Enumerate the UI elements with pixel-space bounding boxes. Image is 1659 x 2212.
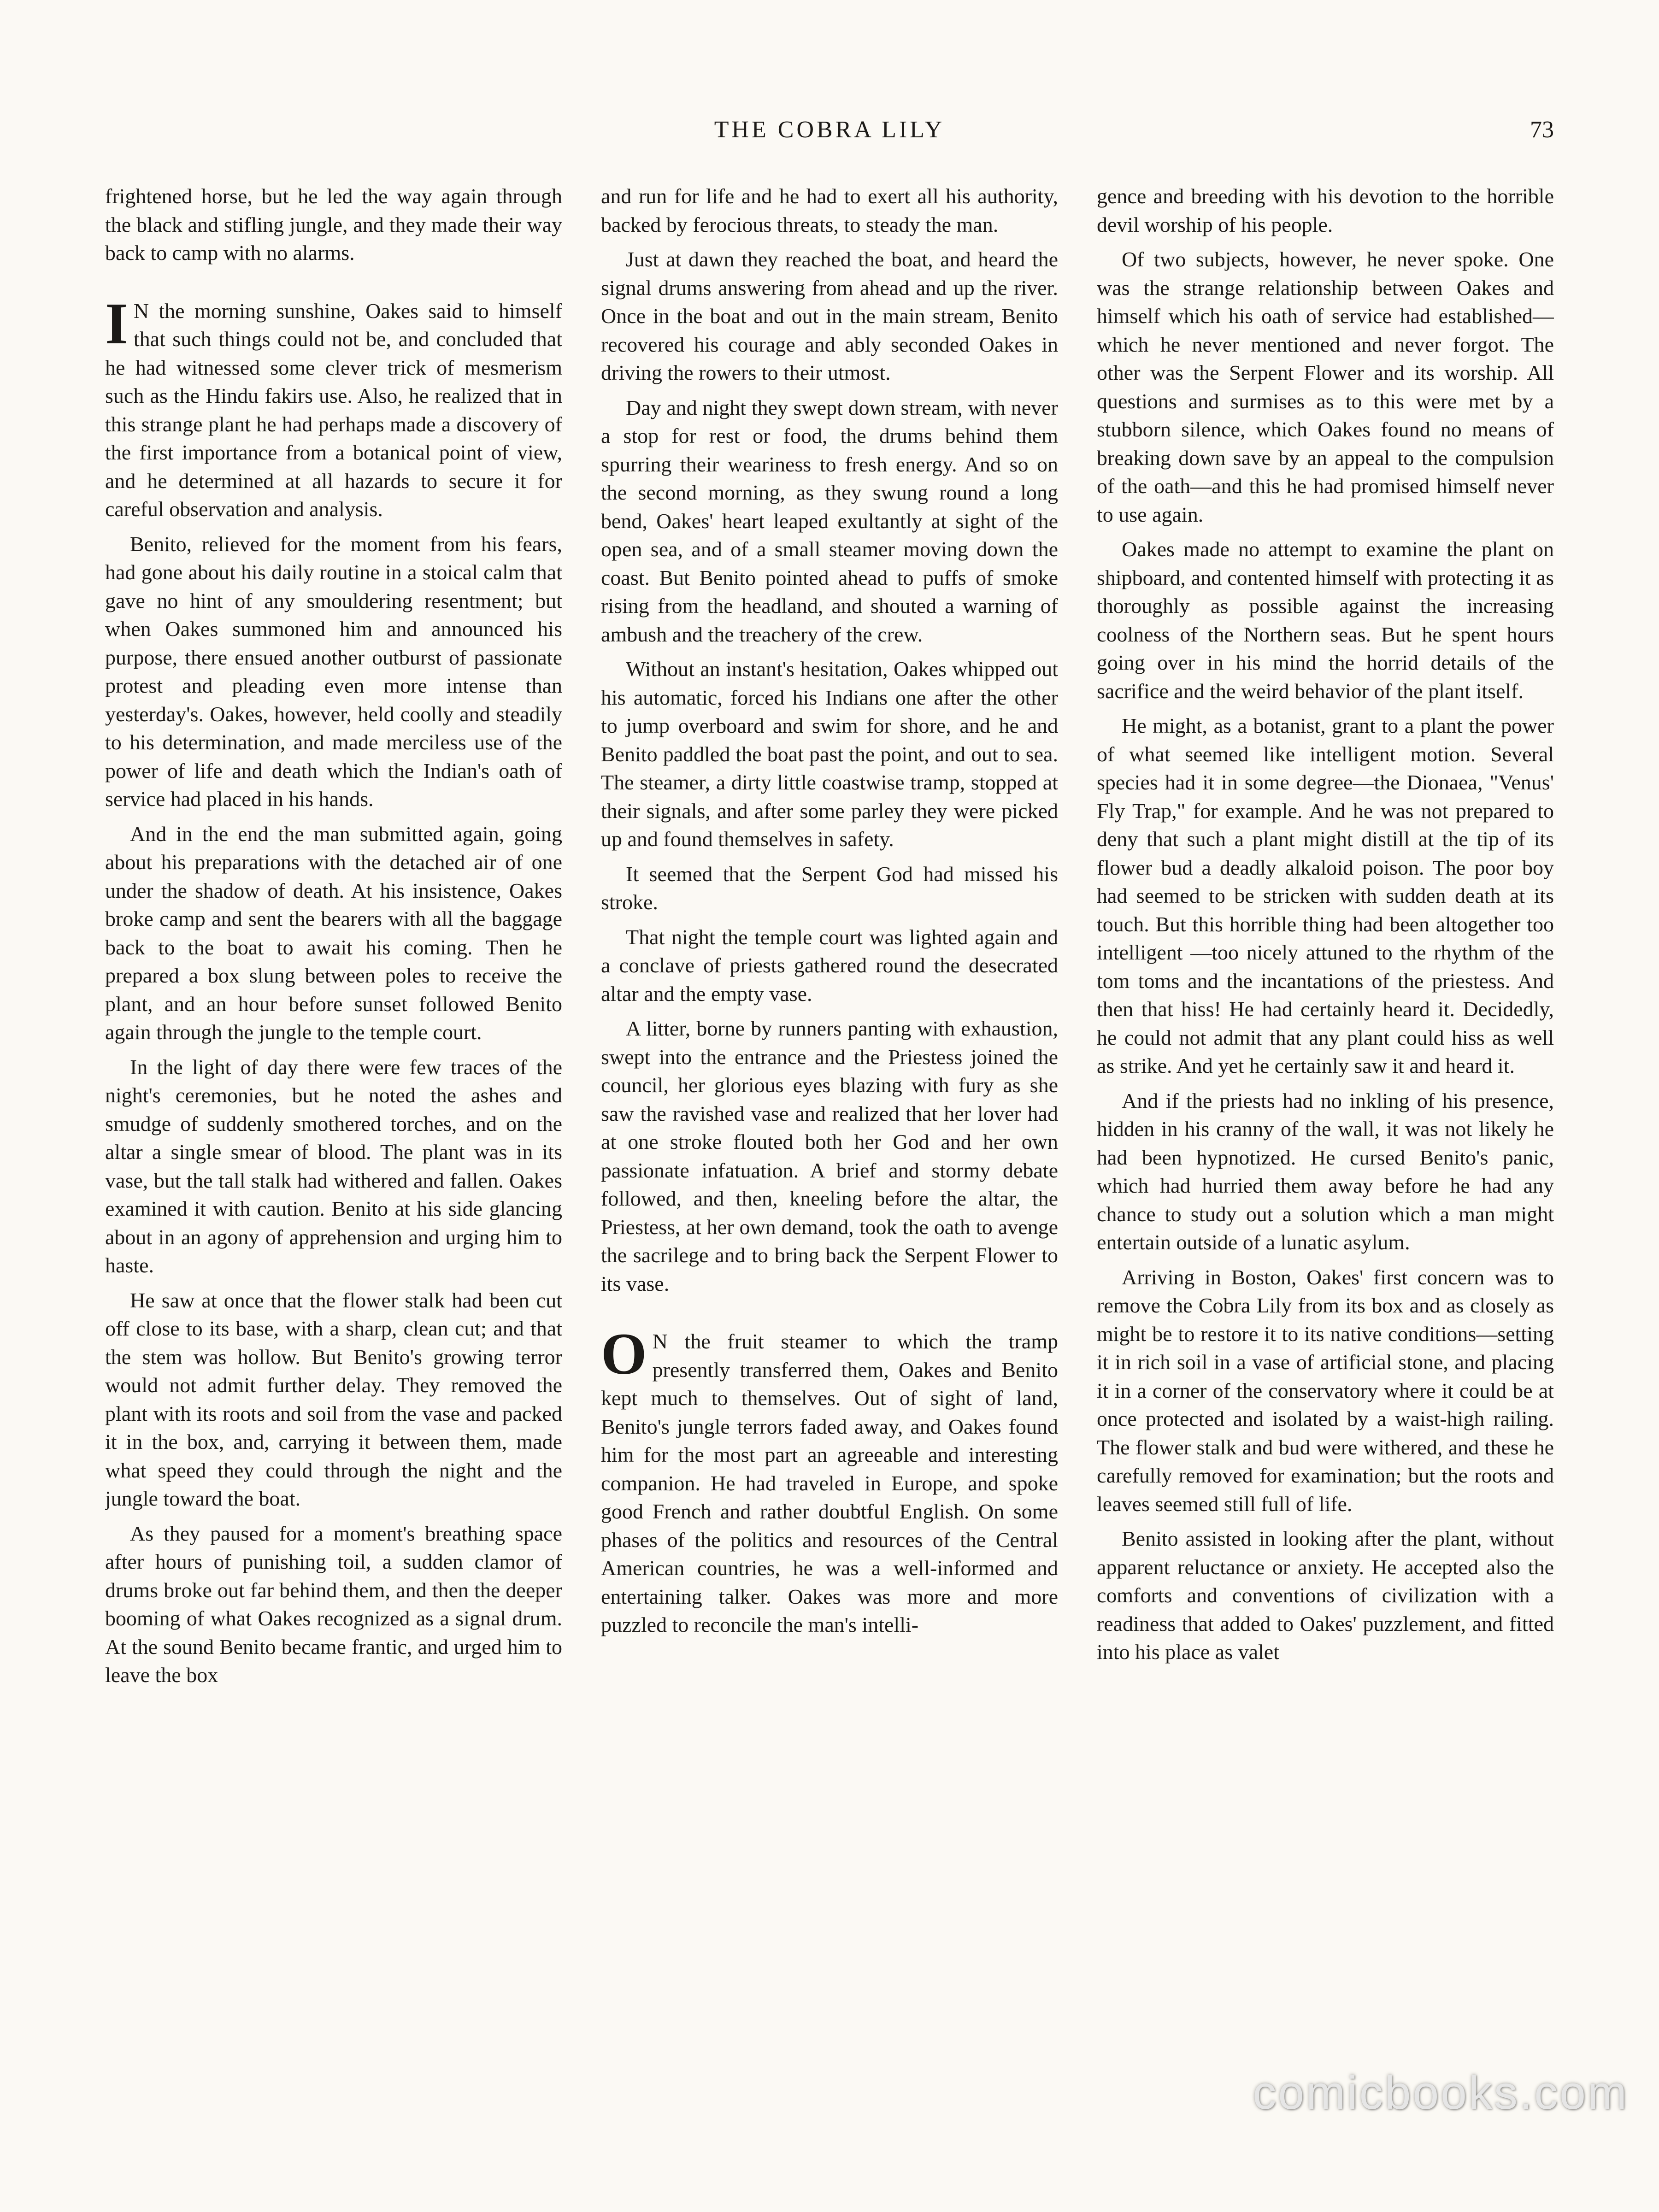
paragraph [1097,245,1554,529]
paragraph [105,1286,562,1513]
paragraph-text: He might, as a botanist, grant to a plant the power of what seemed like intelligent motion. Several species had it in some degree—the Dionaea, "Venus' Fly Trap," for example. And he was not prepared to deny that such a plant might distill at the tip of its flower bud a deadly alkaloid poison. The poor boy had seemed to be stricken with sudden death at its touch. But this horrible thing had been altogether too intelligent —too nicely attuned to the rhythm of the tom toms and the incantations of the priestess. And then that hiss! He had certainly heard it. Decidedly, he could not admit that any plant could hiss as well as strike. And yet he certainly saw it and heard it. [1097,714,1554,1077]
text-columns [105,182,1554,2099]
paragraph [601,1014,1058,1298]
paragraph-text: frightened horse, but he led the way again through the black and stifling jungle, and they made their way back to camp with no alarms. [105,184,562,265]
paragraph-text: Oakes made no attempt to examine the plant on shipboard, and contented himself with protecting it as thoroughly as possible against the increasing coolness of the Northern seas. But he spent hours going over in his mind the horrid details of the sacrifice and the weird behavior of the plant itself. [1097,537,1554,703]
paragraph-text: gence and breeding with his devotion to the horrible devil worship of his people. [1097,184,1554,236]
running-title: THE COBRA LILY [714,117,945,143]
paragraph [601,182,1058,239]
paragraph [601,1321,1058,1639]
paragraph-text: He saw at once that the flower stalk had been cut off close to its base, with a sharp, clean cut; and that the stem was hollow. But Benito's growing terror would not admit further delay. They removed the plant with its roots and soil from the vase and packed it in the box, and, carrying it between them, made what speed they could through the night and the jungle toward the boat. [105,1288,562,1510]
paragraph [1097,1263,1554,1518]
column-1 [105,182,562,2099]
column-2 [601,182,1058,2099]
paragraph [105,182,562,267]
column-3 [1097,182,1554,2099]
paragraph [105,290,562,524]
paragraph-text: Without an instant's hesitation, Oakes whipped out his automatic, forced his Indians one after the other to jump overboard and swim for shore, and he and Benito paddled the boat past the point, and out to sea. The steamer, a dirty little coastwise tramp, stopped at their signals, and after some parley they were picked up and found themselves in safety. [601,657,1058,851]
paragraph-text: N the fruit steamer to which the tramp presently transferred them, Oakes and Benito kept much to themselves. Out of sight of land, Benito's jungle terrors faded away, and Oakes found him for the most part an agreeable and interesting companion. He had traveled in Europe, and spoke good French and rather doubtful English. On some phases of the politics and resources of the Central American countries, he was a well-informed and entertaining talker. Oakes was more and more puzzled to reconcile the man's intelli- [601,1330,1058,1636]
drop-cap: I [105,290,128,356]
paragraph-text: In the light of day there were few traces of the night's ceremonies, but he noted the ashes and smudge of suddenly smothered torches, and on the altar a single smear of blood. The plant was in its vase, but the tall stalk had withered and fallen. Oakes examined it with caution. Benito at his side glancing about in an agony of apprehension and urging him to haste. [105,1055,562,1277]
running-header [105,116,1554,153]
paragraph-text: And if the priests had no inkling of his presence, hidden in his cranny of the wall, it was not likely he had been hypnotized. He cursed Benito's panic, which had hurried them away before he had any chance to study out a solution which a man might entertain outside of a lunatic asylum. [1097,1088,1554,1254]
page-number: 73 [1530,117,1554,143]
paragraph-text: and run for life and he had to exert all his authority, backed by ferocious threats, to steady the man. [601,184,1058,236]
paragraph-text: It seemed that the Serpent God had missed his stroke. [601,862,1058,914]
paragraph [105,1053,562,1280]
drop-cap: O [601,1321,647,1387]
paragraph-text: Of two subjects, however, he never spoke. One was the strange relationship between Oakes and himself which his oath of service had established—which he never mentioned and never forgot. The other was the Serpent Flower and its worship. All questions and surmises as to this were met by a stubborn silence, which Oakes found no means of breaking down save by an appeal to the compulsion of the oath—and this he had promised himself never to use again. [1097,247,1554,526]
paragraph-text: N the morning sunshine, Oakes said to himself that such things could not be, and concluded that he had witnessed some clever trick of mesmerism such as the Hindu fakirs use. Also, he realized that in this strange plant he had perhaps made a discovery of the first importance from a botanical point of view, and he determined at all hazards to secure it for careful observation and analysis. [105,299,562,521]
paragraph [1097,712,1554,1080]
paragraph [601,860,1058,917]
paragraph-text: Arriving in Boston, Oakes' first concern was to remove the Cobra Lily from its box and as closely as might be to restore it to its native conditions—setting it in rich soil in a vase of artificial stone, and placing it in a corner of the conservatory where it could be at once protected and isolated by a waist-high railing. The flower stalk and bud were withered, and these he carefully removed for examination; but the roots and leaves seemed still full of life. [1097,1265,1554,1516]
paragraph-text: As they paused for a moment's breathing space after hours of punishing toil, a sudden clamor of drums broke out far behind them, and then the deeper booming of what Oakes recognized as a signal drum. At the sound Benito became frantic, and urged him to leave the box [105,1521,562,1687]
paragraph [105,820,562,1047]
paragraph-text: A litter, borne by runners panting with exhaustion, swept into the entrance and the Priestess joined the council, her glorious eyes blazing with fury as she saw the ravished vase and realized that her lover had at one stroke flouted both her God and her own passionate infatuation. A brief and stormy debate followed, and then, kneeling before the altar, the Priestess, at her own demand, took the oath to avenge the sacrilege and to bring back the Serpent Flower to its vase. [601,1017,1058,1295]
paragraph [601,923,1058,1008]
paragraph [1097,535,1554,705]
watermark: comicbooks.com [1253,2066,1629,2119]
paragraph-text: Just at dawn they reached the boat, and heard the signal drums answering from ahead and up the river. Once in the boat and out in the main stream, Benito recovered his courage and ably seconded Oakes in driving the rowers to their utmost. [601,247,1058,384]
paragraph [1097,182,1554,239]
paragraph [105,530,562,813]
paragraph [1097,1087,1554,1257]
paragraph-text: That night the temple court was lighted again and a conclave of priests gathered round the desecrated altar and the empty vase. [601,925,1058,1006]
paragraph-text: Benito, relieved for the moment from his fears, had gone about his daily routine in a stoical calm that gave no hint of any smouldering resentment; but when Oakes summoned him and announced his purpose, there ensued another outburst of passionate protest and pleading even more intense than yesterday's. Oakes, however, held coolly and steadily to his determination, and made merciless use of the power of life and death which the Indian's oath of service had placed in his hands. [105,532,562,811]
paragraph [1097,1524,1554,1666]
paragraph-text: And in the end the man submitted again, going about his preparations with the detached air of one under the shadow of death. At his insistence, Oakes broke camp and sent the bearers with all the baggage back to the boat to await his coming. Then he prepared a box slung between poles to receive the plant, and an hour before sunset followed Benito again through the jungle to the temple court. [105,822,562,1044]
paragraph [601,394,1058,649]
paragraph-text: Benito assisted in looking after the plant, without apparent reluctance or anxiety. He accepted also the comforts and conventions of civilization with a readiness that added to Oakes' puzzlement, and fitted into his place as valet [1097,1527,1554,1664]
paragraph [601,655,1058,853]
paragraph [105,1519,562,1689]
paragraph-text: Day and night they swept down stream, with never a stop for rest or food, the drums behind them spurring their weariness to fresh energy. And so on the second morning, as they swung round a long bend, Oakes' heart leaped exultantly at sight of the open sea, and of a small steamer moving down the coast. But Benito pointed ahead to puffs of smoke rising from the headland, and shouted a warning of ambush and the treachery of the crew. [601,395,1058,646]
paragraph [601,245,1058,387]
